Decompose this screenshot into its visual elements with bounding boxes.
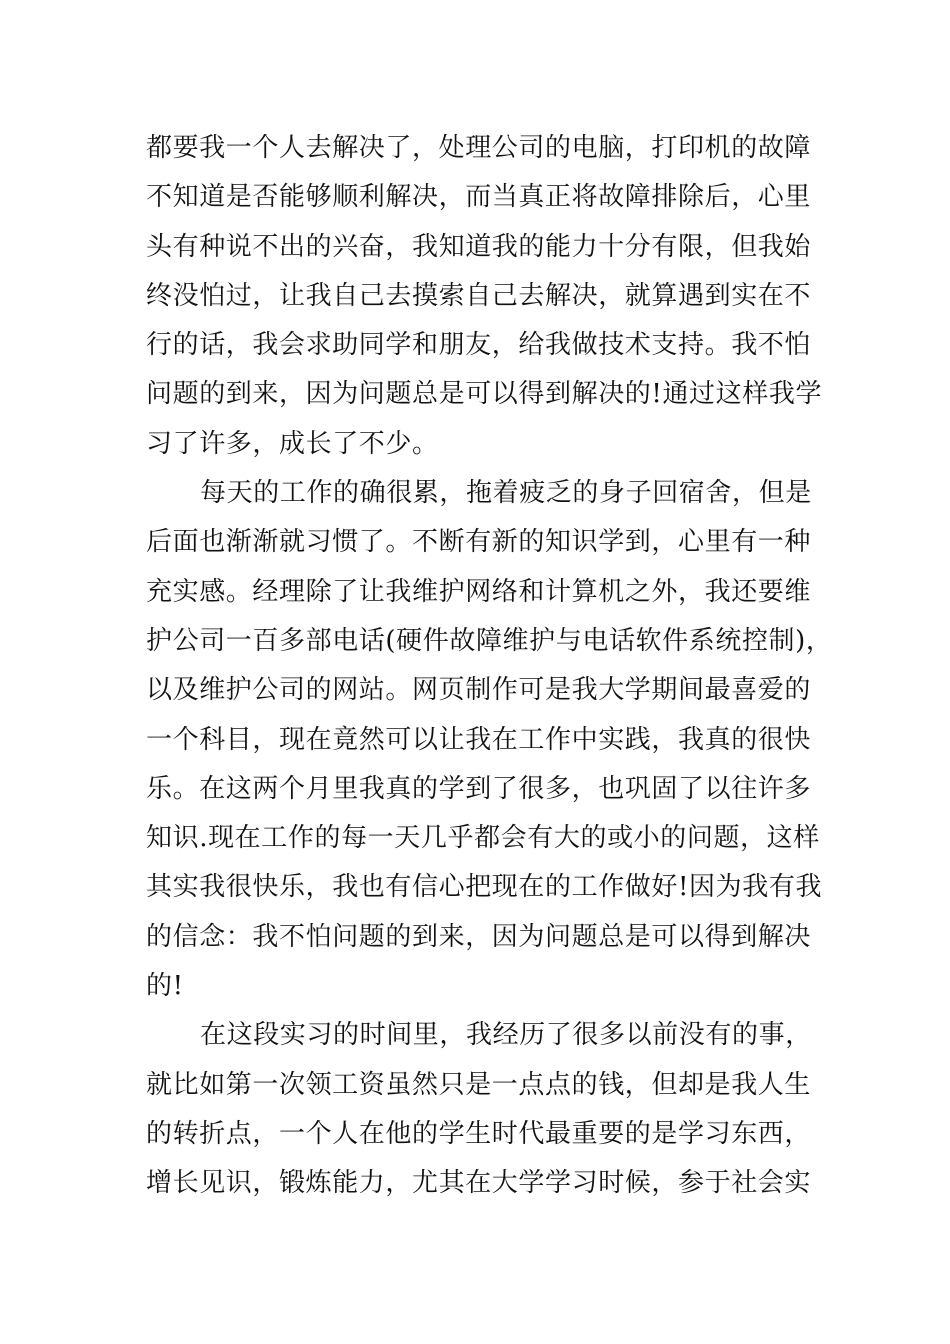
text-line: 终没怕过，让我自己去摸索自己去解决，就算遇到实在不 — [146, 280, 812, 311]
text-line: 问题的到来，因为问题总是可以得到解决的!通过这样我学 — [146, 379, 823, 410]
paragraph-3 — [146, 1011, 826, 1208]
text-line: 知识.现在工作的每一天几乎都会有大的或小的问题，这样 — [146, 823, 820, 854]
text-line: 就比如第一次领工资虽然只是一点点的钱，但却是我人生 — [146, 1069, 812, 1100]
text-line: 的! — [146, 971, 184, 1002]
text-line: 在这段实习的时间里，我经历了很多以前没有的事， — [200, 1020, 812, 1051]
text-line: 充实感。经理除了让我维护网络和计算机之外，我还要维 — [146, 576, 812, 607]
text-line: 护公司一百多部电话(硬件故障维护与电话软件系统控制)， — [146, 625, 833, 656]
text-line: 以及维护公司的网站。网页制作可是我大学期间最喜爱的 — [146, 675, 812, 706]
document-body — [146, 124, 833, 1209]
text-line: 每天的工作的确很累，拖着疲乏的身子回宿舍，但是 — [200, 478, 812, 509]
text-line: 习了许多，成长了不少。 — [146, 428, 439, 459]
text-line: 后面也渐渐就习惯了。不断有新的知识学到，心里有一种 — [146, 527, 812, 558]
text-line: 头有种说不出的兴奋，我知道我的能力十分有限，但我始 — [146, 231, 812, 262]
paragraph-2 — [146, 469, 833, 1011]
text-line: 不知道是否能够顺利解决，而当真正将故障排除后，心里 — [146, 182, 812, 213]
text-line: 的转折点，一个人在他的学生时代最重要的是学习东西， — [146, 1118, 812, 1149]
paragraph-1 — [146, 124, 826, 469]
text-line: 其实我很快乐，我也有信心把现在的工作做好!因为我有我 — [146, 872, 823, 903]
text-line: 都要我一个人去解决了，处理公司的电脑，打印机的故障 — [146, 133, 812, 163]
text-line: 一个科目，现在竟然可以让我在工作中实践，我真的很快 — [146, 724, 812, 755]
text-line: 行的话，我会求助同学和朋友，给我做技术支持。我不怕 — [146, 330, 812, 361]
text-line: 增长见识，锻炼能力，尤其在大学学习时候，参于社会实 — [146, 1168, 812, 1199]
text-line: 的信念：我不怕问题的到来，因为问题总是可以得到解决 — [146, 921, 812, 952]
text-line: 乐。在这两个月里我真的学到了很多，也巩固了以往许多 — [146, 773, 812, 804]
